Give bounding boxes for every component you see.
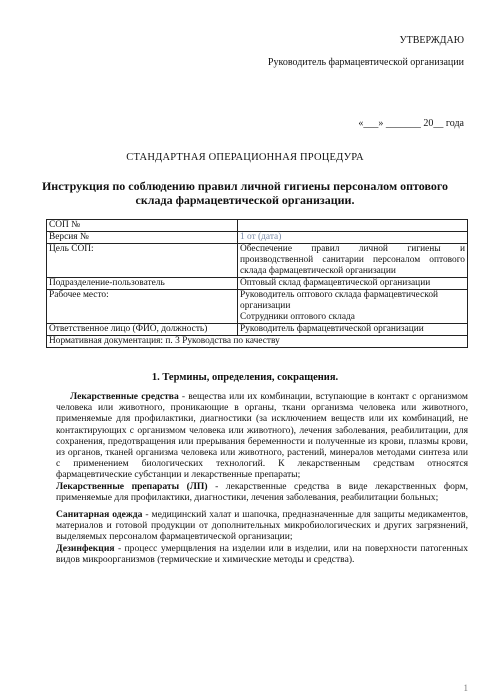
version-date: от (дата) — [247, 232, 282, 242]
instruction-title: Инструкция по соблюдению правил личной гигиены персоналом оптового склада фармацевтической организации. — [41, 179, 449, 207]
workplace-value-1: Руководитель оптового склада фармацевтической организации — [240, 290, 439, 311]
term-definition: - процесс умерщвления на изделии или в изделии, или на поверхности патогенных видов микроорганизмов (термические и химические методы и средства). — [56, 542, 468, 565]
table-row — [47, 290, 468, 324]
table-row — [47, 220, 468, 232]
user-value: Оптовый склад фармацевтической организации — [238, 278, 468, 290]
page-number: 1 — [463, 683, 468, 693]
term-name: Дезинфекция — [56, 542, 115, 554]
sop-number-label: СОП № — [47, 220, 238, 232]
version-label: Версия № — [47, 232, 238, 244]
table-row — [47, 336, 468, 348]
goal-value: Обеспечение правил личной гигиены и производственной санитарии персоналом оптового склада фармацевтической организации — [238, 244, 468, 278]
term-definition: - медицинский халат и шапочка, предназначенные для защиты медикаментов, материалов и готовой продукции от дополнительных микробиологических и других загрязнений, выделяемых персоналом фармацевтической организации; — [56, 509, 468, 543]
sop-table — [46, 219, 468, 348]
sop-number-value — [238, 220, 468, 232]
responsible-label: Ответственное лицо (ФИО, должность) — [47, 324, 238, 336]
table-row — [47, 232, 468, 244]
term-paragraph — [56, 391, 468, 481]
term-name: Лекарственные препараты (ЛП) — [56, 480, 208, 492]
term-paragraph — [56, 509, 468, 543]
term-paragraph — [56, 543, 468, 565]
approve-role: Руководитель фармацевтической организации — [267, 57, 464, 68]
approve-title: УТВЕРЖДАЮ — [399, 35, 464, 46]
terms-list — [56, 391, 468, 565]
table-row — [47, 324, 468, 336]
workplace-label: Рабочее место: — [47, 290, 238, 324]
section-heading: 1. Термины, определения, сокращения. — [151, 372, 339, 383]
version-value: 1 — [240, 232, 245, 242]
approve-date: «___» _______ 20__ года — [358, 118, 464, 129]
responsible-value: Руководитель фармацевтической организации — [238, 324, 468, 336]
table-row — [47, 244, 468, 278]
workplace-value-2: Сотрудники оптового склада — [240, 312, 355, 322]
term-paragraph — [56, 481, 468, 503]
sop-title: СТАНДАРТНАЯ ОПЕРАЦИОННАЯ ПРОЦЕДУРА — [126, 152, 364, 163]
term-name: Лекарственные средства — [70, 391, 179, 402]
normative-docs: Нормативная документация: п. 3 Руководства по качеству — [47, 336, 468, 348]
goal-label: Цель СОП: — [47, 244, 238, 278]
term-name: Санитарная одежда — [56, 509, 143, 521]
table-row — [47, 278, 468, 290]
workplace-value-cell — [238, 290, 468, 324]
user-label: Подразделение-пользователь — [47, 278, 238, 290]
term-definition: - вещества или их комбинации, вступающие в контакт с организмом человека или животного, проникающие в органы, ткани организма человека или животного, применяемые для профилактики, диагностики (за исключением веществ или их комбинаций, не контактирующих с организмом человека или животного), лечения заболевания, реабилитации, для сохранения, предотвращения или прерывания беременности и полученные из крови, плазмы крови, из органов, тканей организма человека или животного, растений, минералов методами синтеза или с применением биологических технологий. К лекарственным средствам относятся фармацевтические субстанции и лекарственные препараты; — [56, 391, 468, 481]
term-definition: - лекарственные средства в виде лекарственных форм, применяемые для профилактики, диагностики, лечения заболевания, реабилитации больных; — [56, 480, 469, 503]
version-value-cell — [238, 232, 468, 244]
